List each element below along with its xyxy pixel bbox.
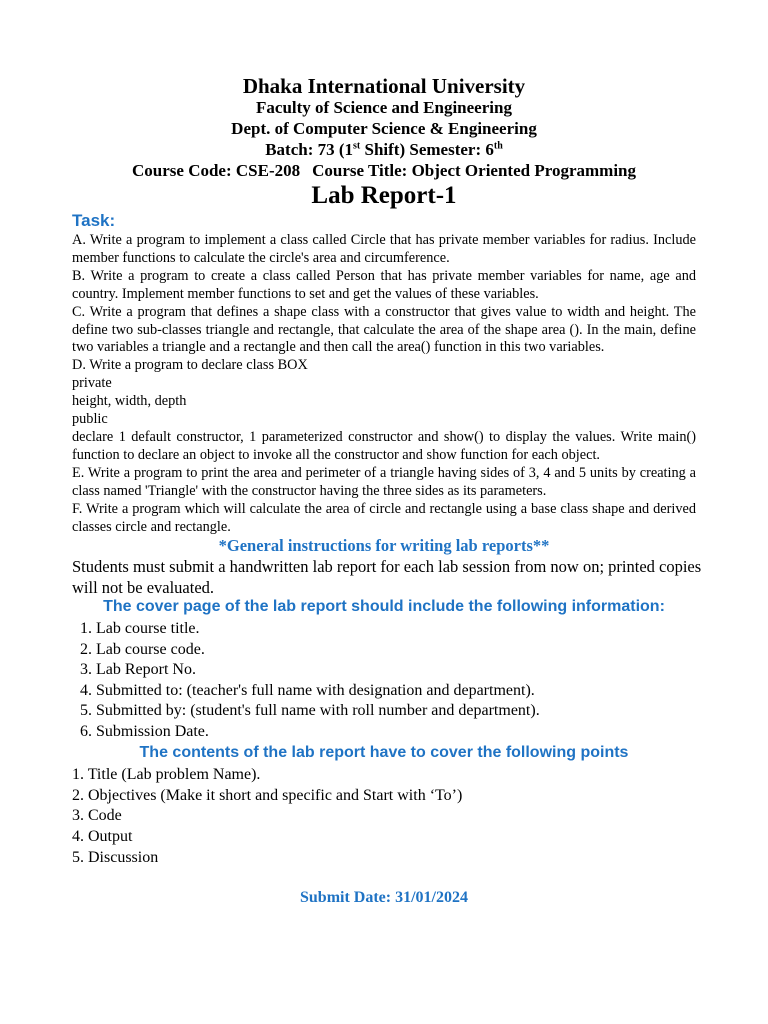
task-b: B. Write a program to create a class called Person that has private member variables for name, age and country. Implement member functions to set and get the values of these variables. (72, 267, 696, 302)
general-instructions-body: Students must submit a handwritten lab report for each lab session from now on; printed copies will not be evaluated. (72, 557, 702, 597)
list-item: 5. Discussion (72, 848, 159, 866)
cover-page-list (80, 619, 540, 743)
cover-page-heading: The cover page of the lab report should include the following information: (103, 598, 665, 615)
task-d-members: height, width, depth (72, 393, 187, 410)
course-code: Course Code: CSE-208 (132, 161, 301, 180)
task-e: E. Write a program to print the area and perimeter of a triangle having sides of 3, 4 and 5 units by creating a class named 'Triangle' with the constructor having the three sides as its parameters. (72, 464, 696, 499)
list-item: 1. Title (Lab problem Name). (72, 766, 261, 783)
list-item: 2. Objectives (Make it short and specific and Start with ‘To’) (72, 786, 463, 804)
submit-date: Submit Date: 31/01/2024 (300, 889, 468, 906)
list-item: 6. Submission Date. (80, 722, 209, 740)
list-item: 2. Lab course code. (80, 640, 205, 658)
contents-list (72, 765, 462, 869)
report-title: Lab Report-1 (311, 182, 457, 209)
department-name: Dept. of Computer Science & Engineering (231, 119, 537, 138)
list-item: 3. Lab Report No. (80, 661, 196, 679)
course-line (0, 161, 768, 181)
list-item: 4. Output (72, 828, 133, 846)
task-a: A. Write a program to implement a class called Circle that has private member variables for radius. Include member functions to calculate the circle's area and circumference. (72, 232, 696, 266)
list-item: 4. Submitted to: (teacher's full name with designation and department). (80, 681, 535, 699)
general-instructions-heading: *General instructions for writing lab reports** (218, 536, 550, 555)
faculty-name: Faculty of Science and Engineering (256, 98, 512, 117)
batch-sup-th: th (493, 140, 503, 152)
contents-heading: The contents of the lab report have to cover the following points (139, 744, 629, 761)
task-label: Task: (72, 211, 116, 230)
university-name: Dhaka International University (242, 74, 526, 98)
batch-mid: Shift) Semester: 6 (360, 140, 494, 159)
task-d-public: public (72, 411, 108, 428)
batch-sup-st: st (353, 140, 361, 152)
list-item: 5. Submitted by: (student's full name with roll number and department). (80, 702, 540, 720)
task-d-detail: declare 1 default constructor, 1 parameterized constructor and show() to display the values. Write main() function to declare an object to invoke all the constructor and show function for each object. (72, 428, 696, 463)
course-title: Course Title: Object Oriented Programming (312, 161, 636, 180)
batch-prefix: Batch: 73 (1 (265, 140, 354, 159)
task-f: F. Write a program which will calculate the area of circle and rectangle using a base class shape and derived classes circle and rectangle. (72, 500, 696, 535)
list-item: 1. Lab course title. (80, 620, 200, 637)
task-d-private: private (72, 375, 112, 392)
task-d: D. Write a program to declare class BOX (72, 357, 308, 374)
task-c: C. Write a program that defines a shape class with a constructor that gives value to width and height. The define two sub-classes triangle and rectangle, that calculate the area of the shape area (). In the main, define two variables a triangle and a rectangle and then call the area() function in this two variables. (72, 303, 696, 356)
task-list (72, 232, 696, 536)
batch-semester (0, 140, 768, 160)
list-item: 3. Code (72, 807, 122, 825)
